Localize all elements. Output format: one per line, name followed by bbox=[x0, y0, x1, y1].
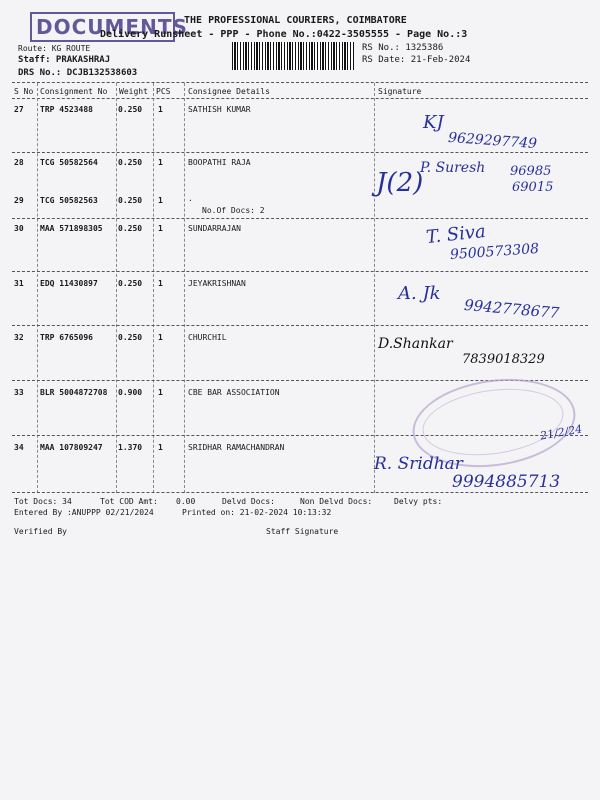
column-divider bbox=[184, 83, 185, 493]
row-consignment: TCG 50582563 bbox=[40, 196, 98, 205]
row-consignee: JEYAKRISHNAN bbox=[188, 279, 246, 288]
signature-28-phone-1: 96985 bbox=[510, 164, 552, 179]
signature-27-initials: KJ bbox=[423, 112, 444, 133]
row-weight: 1.370 bbox=[118, 443, 143, 452]
entered-by: Entered By :ANUPPP 02/21/2024 bbox=[14, 508, 154, 517]
col-header-pcs: PCS bbox=[156, 87, 171, 96]
col-header-consignee: Consignee Details bbox=[188, 87, 270, 96]
row-sno: 29 bbox=[14, 196, 24, 205]
signature-32-name: D.Shankar bbox=[378, 336, 453, 352]
runsheet-title: Delivery Runsheet - PPP - Phone No.:0422-3505555 - Page No.:3 bbox=[100, 29, 468, 40]
signature-34-name: R. Sridhar bbox=[374, 454, 463, 474]
col-header-sno: S No bbox=[14, 87, 34, 96]
rs-date: RS Date: 21-Feb-2024 bbox=[362, 55, 471, 65]
row-doc-count: No.Of Docs: 2 bbox=[202, 206, 265, 215]
signature-31-name: A. Jk bbox=[398, 283, 441, 304]
col-header-weight: Weight bbox=[119, 87, 148, 96]
signature-28-phone-2: 69015 bbox=[512, 180, 554, 195]
signature-34-phone: 9994885713 bbox=[452, 472, 561, 492]
row-sno: 34 bbox=[14, 443, 24, 452]
row-rule bbox=[12, 271, 588, 272]
total-cod-label: Tot COD Amt: bbox=[100, 497, 158, 506]
row-sno: 33 bbox=[14, 388, 24, 397]
company-name: THE PROFESSIONAL COURIERS, COIMBATORE bbox=[184, 15, 407, 26]
table-top-rule bbox=[12, 82, 588, 83]
column-divider bbox=[153, 83, 154, 493]
row-sno: 31 bbox=[14, 279, 24, 288]
rs-number: RS No.: 1325386 bbox=[362, 43, 444, 53]
row-consignment: TCG 50582564 bbox=[40, 158, 98, 167]
signature-30-name: T. Siva bbox=[425, 220, 487, 249]
row-consignment: MAA 107809247 bbox=[40, 443, 103, 452]
column-divider bbox=[116, 83, 117, 493]
table-header-rule bbox=[12, 98, 588, 99]
row-sno: 30 bbox=[14, 224, 24, 233]
delivered-docs: Delvd Docs: bbox=[222, 497, 275, 506]
non-delivered-docs: Non Delvd Docs: bbox=[300, 497, 373, 506]
row-consignee: SATHISH KUMAR bbox=[188, 105, 251, 114]
col-header-signature: Signature bbox=[378, 87, 422, 96]
row-consignee: . bbox=[188, 194, 193, 203]
signature-28-name: P. Suresh bbox=[420, 160, 486, 176]
row-pcs: 1 bbox=[158, 443, 163, 452]
staff-label: Staff: PRAKASHRAJ bbox=[18, 55, 111, 65]
row-pcs: 1 bbox=[158, 158, 163, 167]
row-weight: 0.250 bbox=[118, 105, 143, 114]
row-rule bbox=[12, 325, 588, 326]
signature-31-phone: 9942778677 bbox=[463, 295, 561, 323]
col-header-consignment: Consignment No bbox=[40, 87, 108, 96]
row-consignment: MAA 571898305 bbox=[40, 224, 103, 233]
row-pcs: 1 bbox=[158, 388, 163, 397]
staff-signature: Staff Signature bbox=[266, 527, 339, 536]
route-label: Route: KG ROUTE bbox=[18, 44, 91, 53]
row-pcs: 1 bbox=[158, 333, 163, 342]
row-weight: 0.900 bbox=[118, 388, 143, 397]
row-pcs: 1 bbox=[158, 224, 163, 233]
row-weight: 0.250 bbox=[118, 224, 143, 233]
row-sno: 27 bbox=[14, 105, 24, 114]
total-cod-value: 0.00 bbox=[176, 497, 196, 506]
printed-on: Printed on: 21-02-2024 10:13:32 bbox=[182, 508, 332, 517]
signature-33-date: 21/2/24 bbox=[539, 422, 584, 443]
row-consignee: SRIDHAR RAMACHANDRAN bbox=[188, 443, 285, 452]
delivery-points: Delvy pts: bbox=[394, 497, 443, 506]
barcode-image bbox=[232, 42, 354, 70]
verified-by: Verified By bbox=[14, 527, 67, 536]
signature-29-mark: J(2) bbox=[376, 168, 424, 198]
row-sno: 32 bbox=[14, 333, 24, 342]
signature-32-phone: 7839018329 bbox=[462, 352, 545, 367]
row-consignment: TRP 4523488 bbox=[40, 105, 93, 114]
row-consignee: BOOPATHI RAJA bbox=[188, 158, 251, 167]
row-consignee: CBE BAR ASSOCIATION bbox=[188, 388, 280, 397]
row-consignment: BLR 5004872708 bbox=[40, 388, 108, 397]
signature-27-phone: 9629297749 bbox=[447, 129, 538, 153]
row-sno: 28 bbox=[14, 158, 24, 167]
documents-stamp: DOCUMENTS bbox=[30, 12, 175, 42]
row-weight: 0.250 bbox=[118, 158, 143, 167]
row-consignment: EDQ 11430897 bbox=[40, 279, 98, 288]
row-rule bbox=[12, 152, 588, 153]
row-consignment: TRP 6765096 bbox=[40, 333, 93, 342]
column-divider bbox=[37, 83, 38, 493]
row-consignee: CHURCHIL bbox=[188, 333, 227, 342]
table-bottom-rule bbox=[12, 492, 588, 493]
row-pcs: 1 bbox=[158, 105, 163, 114]
row-weight: 0.250 bbox=[118, 333, 143, 342]
signature-30-phone: 9500573308 bbox=[449, 240, 540, 264]
column-divider bbox=[374, 83, 375, 493]
drs-number: DRS No.: DCJB132538603 bbox=[18, 68, 138, 78]
row-weight: 0.250 bbox=[118, 279, 143, 288]
row-pcs: 1 bbox=[158, 196, 163, 205]
row-weight: 0.250 bbox=[118, 196, 143, 205]
row-pcs: 1 bbox=[158, 279, 163, 288]
row-rule bbox=[12, 218, 588, 219]
total-docs: Tot Docs: 34 bbox=[14, 497, 72, 506]
row-consignee: SUNDARRAJAN bbox=[188, 224, 241, 233]
